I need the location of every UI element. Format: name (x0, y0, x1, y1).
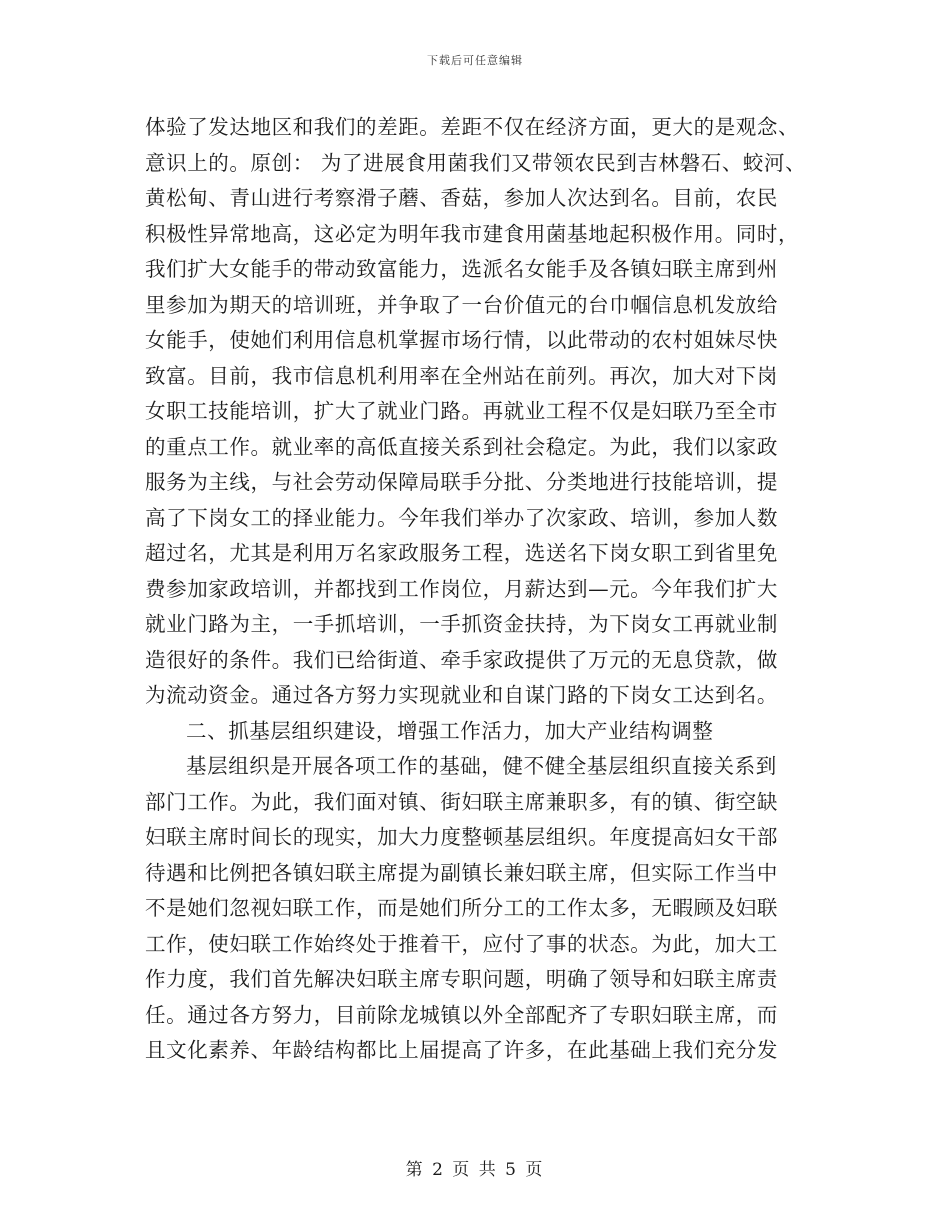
text-line: 致富。目前，我市信息机利用率在全州站在前列。再次，加大对下岗 (145, 363, 778, 388)
text-line: 积极性异常地高，这必定为明年我市建食用菌基地起积极作用。同时， (145, 221, 800, 246)
page-header: 下载后可任意编辑 (427, 54, 523, 67)
text-line: 黄松甸、青山进行考察滑子蘑、香菇，参加人次达到名。目前，农民 (145, 186, 778, 210)
text-line: 基层组织是开展各项工作的基础，健不健全基层组织直接关系到 (186, 754, 777, 778)
text-line: 工作，使妇联工作始终处于推着干，应付了事的状态。为此，加大工 (145, 931, 778, 956)
text-line: 意识上的。原创： 为了进展食用菌我们又带领农民到吉林磐石、蛟河、 (145, 150, 807, 175)
text-line: 部门工作。为此，我们面对镇、街妇联主席兼职多，有的镇、街空缺 (145, 789, 778, 814)
text-line: 我们扩大女能手的带动致富能力，选派名女能手及各镇妇联主席到州 (145, 257, 778, 281)
text-line: 造很好的条件。我们已给街道、牵手家政提供了万元的无息贷款，做 (145, 647, 778, 672)
text-line: 女能手，使她们利用信息机掌握市场行情，以此带动的农村姐妹尽快 (145, 328, 778, 352)
text-line: 费参加家政培训，并都找到工作岗位，月薪达到—元。今年我们扩大 (145, 576, 778, 601)
text-line: 任。通过各方努力，目前除龙城镇以外全部配齐了专职妇联主席，而 (145, 1002, 778, 1027)
text-line: 女职工技能培训，扩大了就业门路。再就业工程不仅是妇联乃至全市 (145, 399, 778, 423)
text-line: 体验了发达地区和我们的差距。差距不仅在经济方面，更大的是观念、 (145, 115, 800, 139)
section-heading: 二、抓基层组织建设，增强工作活力，加大产业结构调整 (186, 718, 714, 743)
text-line: 服务为主线，与社会劳动保障局联手分批、分类地进行技能培训，提 (145, 470, 778, 494)
text-line: 妇联主席时间长的现实，加大力度整顿基层组织。年度提高妇女干部 (145, 825, 778, 849)
text-line: 为流动资金。通过各方努力实现就业和自谋门路的下岗女工达到名。 (145, 683, 778, 707)
document-body (145, 110, 825, 1069)
text-line: 待遇和比例把各镇妇联主席提为副镇长兼妇联主席，但实际工作当中 (145, 860, 778, 885)
text-line: 就业门路为主，一手抓培训，一手抓资金扶持，为下岗女工再就业制 (145, 612, 778, 636)
text-line: 作力度，我们首先解决妇联主席专职问题，明确了领导和妇联主席责 (145, 967, 778, 991)
text-line: 且文化素养、年龄结构都比上届提高了许多，在此基础上我们充分发 (145, 1038, 778, 1062)
text-line: 的重点工作。就业率的高低直接关系到社会稳定。为此，我们以家政 (145, 434, 778, 459)
text-line: 超过名，尤其是利用万名家政服务工程，选送名下岗女职工到省里免 (145, 541, 778, 565)
text-line: 高了下岗女工的择业能力。今年我们举办了次家政、培训，参加人数 (145, 505, 778, 530)
text-line: 里参加为期天的培训班，并争取了一台价值元的台巾帼信息机发放给 (145, 292, 778, 317)
page-footer: 第 2 页 共 5 页 (405, 1160, 545, 1180)
text-line: 不是她们忽视妇联工作，而是她们所分工的工作太多，无暇顾及妇联 (145, 896, 778, 920)
